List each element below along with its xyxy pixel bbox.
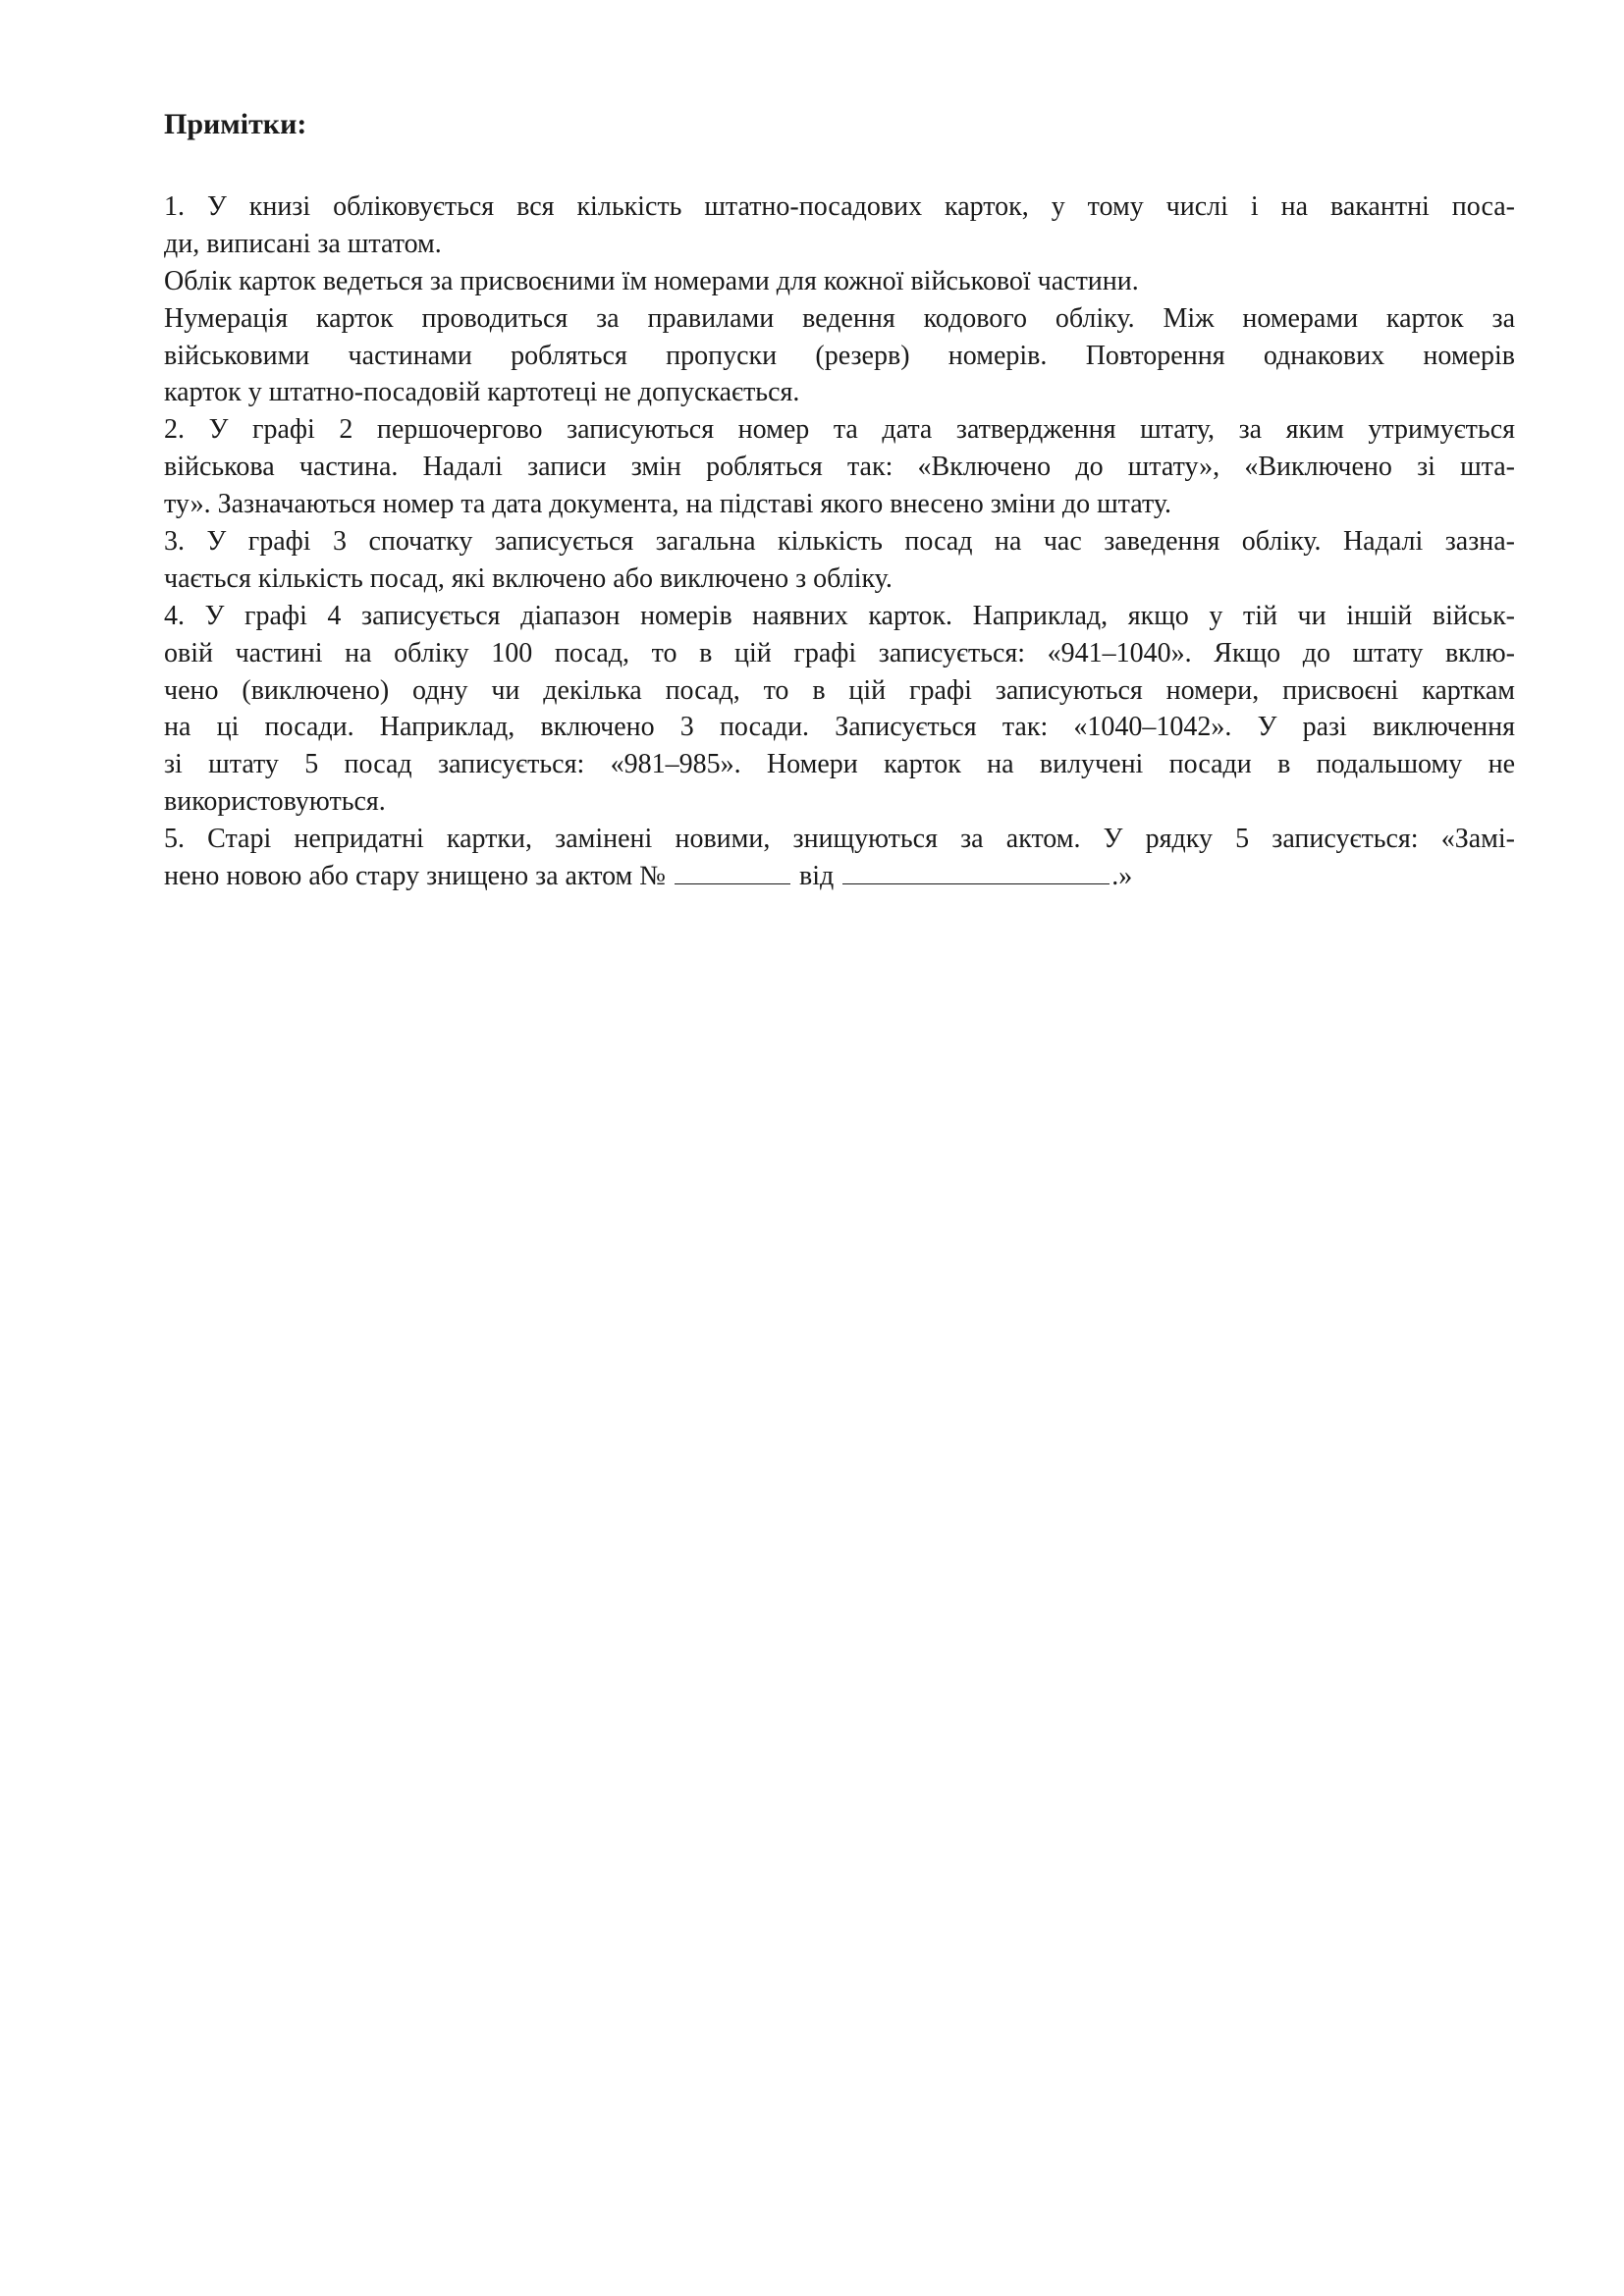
final-line-after: .»: [1111, 861, 1133, 892]
text-line: чається кількість посад, які включено або виключено з обліку.: [164, 562, 893, 594]
text-line: 3. У графі 3 спочатку записується загальна кількість посад на час заведення обліку. Надалі зазна-: [164, 526, 1515, 558]
text-line: на ці посади. Наприклад, включено 3 посади. Записується так: «1040–1042». У разі виключення: [164, 712, 1515, 743]
text-line: 4. У графі 4 записується діапазон номерів наявних карток. Наприклад, якщо у тій чи іншій військ-: [164, 600, 1515, 631]
text-line: використовуються.: [164, 786, 386, 818]
act-number-blank: [675, 862, 790, 884]
text-line: чено (виключено) одну чи декілька посад, то в цій графі записуються номери, присвоєні карткам: [164, 674, 1515, 706]
text-line: 5. Старі непридатні картки, замінені новими, знищуються за актом. У рядку 5 записується: «Замі-: [164, 824, 1515, 855]
text-line: Облік карток ведеться за присвоєними їм номерами для кожної військової частини.: [164, 265, 1139, 296]
text-line: військова частина. Надалі записи змін робляться так: «Включено до штату», «Виключено зі шта-: [164, 452, 1515, 483]
final-line-middle: від: [799, 861, 835, 892]
text-line: зі штату 5 посад записується: «981–985». Номери карток на вилучені посади в подальшому не: [164, 749, 1515, 780]
text-line: овій частині на обліку 100 посад, то в цій графі записується: «941–1040». Якщо до штату вклю-: [164, 637, 1515, 668]
text-line: 2. У графі 2 першочергово записуються номер та дата затвердження штату, за яким утримується: [164, 414, 1515, 446]
text-line: Нумерація карток проводиться за правилами ведення кодового обліку. Між номерами карток за: [164, 302, 1515, 334]
text-line: військовими частинами робляться пропуски (резерв) номерів. Повторення однакових номерів: [164, 340, 1515, 371]
final-line-before: нено новою або стару знищено за актом №: [164, 861, 666, 892]
text-line-with-blanks: [164, 858, 1515, 895]
act-date-blank: [842, 862, 1110, 884]
notes-body: [164, 188, 1515, 895]
notes-heading: Примітки:: [164, 108, 307, 140]
text-line: ди, виписані за штатом.: [164, 228, 442, 259]
text-line: ту». Зазначаються номер та дата документа, на підставі якого внесено зміни до штату.: [164, 489, 1172, 520]
text-line: карток у штатно-посадовій картотеці не допускається.: [164, 377, 800, 408]
text-line: 1. У книзі обліковується вся кількість штатно-посадових карток, у тому числі і на вакантні поса-: [164, 191, 1515, 222]
